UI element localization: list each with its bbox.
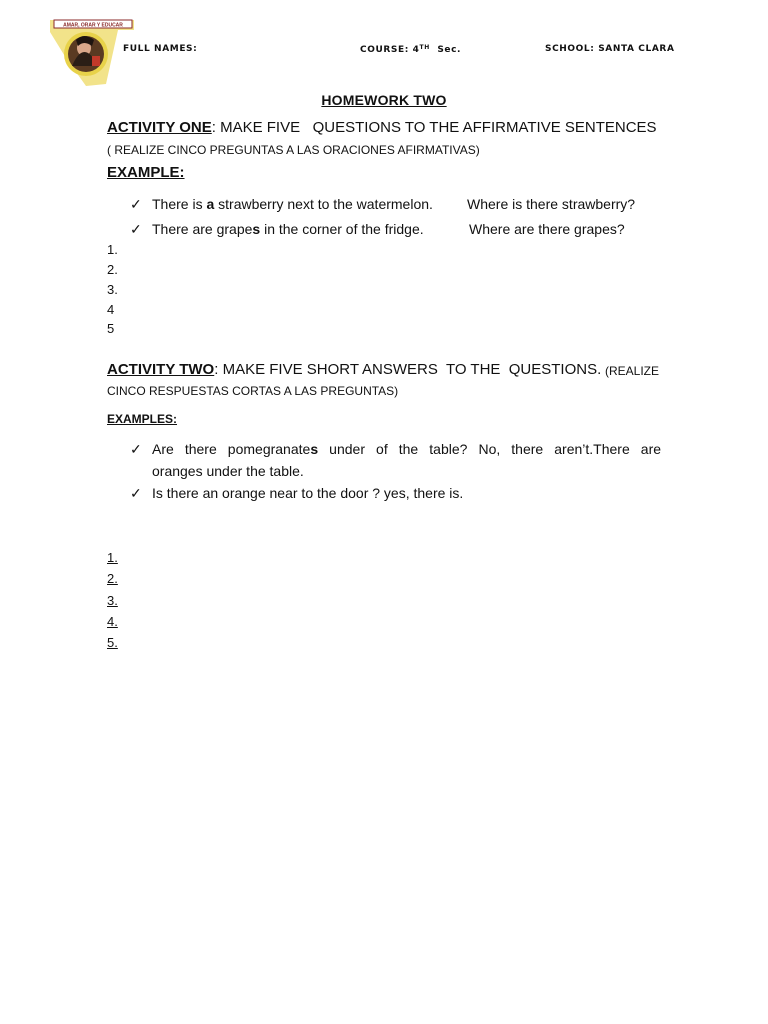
check-icon: ✓ <box>130 441 142 457</box>
activity-one-example-2 <box>130 221 424 238</box>
activity-one-number-3: 3. <box>107 282 118 297</box>
activity-two-example-1-line-1 <box>152 441 661 457</box>
activity-two-number-1: 1. <box>107 550 118 565</box>
course-text: COURSE: 4 <box>360 45 420 55</box>
activity-two-heading <box>107 361 661 378</box>
course-superscript: TH <box>419 44 430 51</box>
school-label: SCHOOL: SANTA CLARA <box>545 44 675 54</box>
activity-two-number-3: 3. <box>107 593 118 608</box>
activity-two-number-4: 4. <box>107 614 118 629</box>
activity-two-check-1 <box>130 441 152 458</box>
activity-one-heading <box>107 119 657 136</box>
logo-banner-text: AMAR, ORAR Y EDUCAR <box>63 22 123 29</box>
activity-one-question-2: Where are there grapes? <box>469 221 625 237</box>
check-icon: ✓ <box>130 221 142 237</box>
activity-one-number-1: 1. <box>107 242 118 257</box>
activity-two-example-2-text: Is there an orange near to the door ? yes, there is. <box>152 485 464 501</box>
example-1-line-1-a: Are there pomegranate <box>152 441 311 457</box>
activity-one-number-2: 2. <box>107 262 118 277</box>
course-label <box>360 44 461 55</box>
activity-one-number-4: 4 <box>107 302 115 317</box>
example-1-line-1-bold: s <box>310 441 319 457</box>
activity-one-question-1: Where is there strawberry? <box>467 196 636 212</box>
check-icon: ✓ <box>130 485 142 501</box>
check-icon: ✓ <box>130 196 142 212</box>
activity-two-example-label: EXAMPLES: <box>107 412 178 426</box>
example-1-text-b: strawberry next to the watermelon. <box>214 196 433 212</box>
activity-one-example-label: EXAMPLE: <box>107 164 185 181</box>
activity-one-instruction: : MAKE FIVE QUESTIONS TO THE AFFIRMATIVE SENTENCES <box>211 119 657 136</box>
activity-two-number-2: 2. <box>107 571 118 586</box>
activity-two-translation-start: (REALIZE <box>605 364 660 378</box>
course-section: Sec. <box>437 45 462 55</box>
activity-two-number-5: 5. <box>107 635 118 650</box>
activity-one-label: ACTIVITY ONE <box>107 119 212 136</box>
full-names-label: FULL NAMES: <box>123 44 198 54</box>
activity-one-example-1 <box>130 196 433 213</box>
activity-one-number-5: 5 <box>107 321 115 336</box>
activity-two-translation-end: CINCO RESPUESTAS CORTAS A LAS PREGUNTAS) <box>107 384 399 398</box>
activity-two-example-2 <box>130 485 463 502</box>
activity-two-example-1-line-2: oranges under the table. <box>152 463 304 479</box>
example-2-bold: s <box>252 221 261 237</box>
example-1-text-a: There is <box>152 196 207 212</box>
activity-one-translation: ( REALIZE CINCO PREGUNTAS A LAS ORACIONES AFIRMATIVAS) <box>107 143 480 157</box>
page-title: HOMEWORK TWO <box>321 92 447 108</box>
example-1-bold: a <box>206 196 215 212</box>
example-2-text-a: There are grape <box>152 221 253 237</box>
activity-two-label: ACTIVITY TWO <box>107 361 215 378</box>
example-1-line-1-b: under of the table? No, there aren’t.There are <box>329 441 662 457</box>
example-2-text-b: in the corner of the fridge. <box>260 221 424 237</box>
activity-two-instruction: : MAKE FIVE SHORT ANSWERS TO THE QUESTIONS. <box>214 361 602 378</box>
